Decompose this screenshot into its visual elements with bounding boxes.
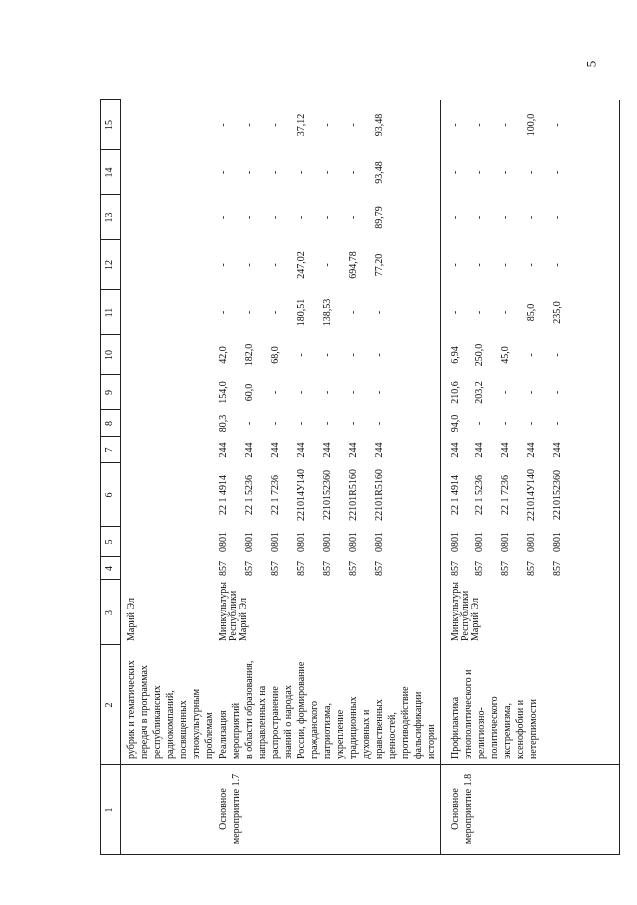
header-col-sep <box>100 149 121 150</box>
cell-c9: - <box>374 390 385 395</box>
measure-description-line: ценностей, <box>387 712 398 759</box>
cell-c10: - <box>348 353 359 357</box>
cell-c14: - <box>218 170 229 175</box>
cell-c12: 247,02 <box>296 251 307 279</box>
cell-c15: 37,12 <box>296 113 307 137</box>
table-left-rule <box>100 854 620 855</box>
cell-c14: - <box>500 170 511 175</box>
cell-c8: - <box>270 421 281 426</box>
measure-title-line: мероприятие 1.7 <box>231 773 242 845</box>
cell-c8: - <box>526 421 537 426</box>
cell-c12: - <box>500 263 511 267</box>
continuation-text-line: рубрик и тематических <box>126 660 137 759</box>
cell-c13: - <box>450 215 461 220</box>
measure-description-line: истории <box>426 724 437 759</box>
cell-c12: 77,20 <box>374 253 385 277</box>
cell-c5: 0801 <box>244 532 255 552</box>
block-separator <box>440 100 441 855</box>
cell-c5: 0801 <box>374 532 385 552</box>
cell-c9: 203,2 <box>474 381 485 404</box>
cell-c15: 93,48 <box>374 113 385 137</box>
header-col-sep <box>100 764 121 765</box>
cell-c10: - <box>526 353 537 357</box>
measure-description-line: Профилактика <box>450 696 461 759</box>
cell-c5: 0801 <box>450 532 461 552</box>
cell-c7: 244 <box>348 442 359 458</box>
header-bottom-rule <box>120 100 121 855</box>
cell-c11: - <box>450 310 461 315</box>
owner-line: Марий Эл <box>238 598 249 641</box>
cell-c11: 180,51 <box>296 298 307 327</box>
header-top-rule <box>100 100 101 855</box>
cell-c6: 22 1 5236 <box>244 475 255 515</box>
cell-c7: 244 <box>474 442 485 458</box>
cell-c13: - <box>296 215 307 220</box>
column-header-8: 8 <box>104 421 115 426</box>
continuation-owner: Марий Эл <box>126 598 137 641</box>
cell-c9: - <box>500 390 511 395</box>
header-col-sep <box>100 289 121 290</box>
cell-c8: - <box>348 421 359 426</box>
cell-c6: 22 1 7236 <box>500 475 511 515</box>
continuation-text-line: радиокомпаний, <box>165 690 176 759</box>
cell-c4: 857 <box>474 561 485 576</box>
cell-c5: 0801 <box>474 532 485 552</box>
column-header-14: 14 <box>104 167 115 178</box>
cell-c11: - <box>474 310 485 315</box>
cell-c12: - <box>244 263 255 267</box>
cell-c6: 2210152360 <box>322 470 333 520</box>
cell-c12: - <box>218 263 229 267</box>
cell-c6: 22 1 4914 <box>218 475 229 515</box>
header-col-sep <box>100 579 121 580</box>
cell-c11: - <box>500 310 511 315</box>
cell-c14: - <box>296 170 307 175</box>
cell-c15: - <box>450 123 461 127</box>
cell-c4: 857 <box>500 561 511 576</box>
cell-c13: - <box>526 215 537 220</box>
cell-c15: - <box>218 123 229 127</box>
cell-c15: - <box>244 123 255 127</box>
column-header-3: 3 <box>104 610 115 615</box>
measure-description-line: России, формирование <box>296 661 307 759</box>
column-header-15: 15 <box>104 120 115 130</box>
header-col-sep <box>100 374 121 375</box>
column-header-2: 2 <box>104 702 115 708</box>
measure-description-line: духовных и <box>361 709 372 759</box>
cell-c4: 857 <box>322 561 333 576</box>
continuation-text-line: посвященных <box>178 700 189 759</box>
cell-c15: - <box>322 123 333 127</box>
cell-c13: - <box>500 215 511 220</box>
column-header-5: 5 <box>104 539 115 545</box>
cell-c11: 85,0 <box>526 303 537 322</box>
measure-title-line: Основное <box>450 788 461 830</box>
cell-c4: 857 <box>348 561 359 576</box>
cell-c9: - <box>270 390 281 395</box>
cell-c10: 182,0 <box>244 343 255 367</box>
cell-c4: 857 <box>296 561 307 576</box>
budget-table <box>100 55 620 855</box>
cell-c7: 244 <box>552 442 563 458</box>
cell-c12: - <box>552 263 563 267</box>
cell-c4: 857 <box>374 561 385 576</box>
cell-c8: - <box>296 421 307 426</box>
cell-c14: - <box>322 170 333 175</box>
cell-c13: - <box>218 215 229 220</box>
cell-c10: 45,0 <box>500 346 511 364</box>
cell-c5: 0801 <box>322 532 333 552</box>
cell-c14: - <box>348 170 359 175</box>
header-col-sep <box>100 462 121 463</box>
column-header-13: 13 <box>104 212 115 223</box>
cell-c14: 93,48 <box>374 161 385 184</box>
cell-c4: 857 <box>244 561 255 576</box>
cell-c11: - <box>218 310 229 315</box>
cell-c5: 0801 <box>526 532 537 552</box>
cell-c4: 857 <box>270 561 281 576</box>
continuation-text-line: проблемам <box>204 712 215 759</box>
measure-description-line: гражданского <box>309 701 320 759</box>
measure-description-line: противодействие <box>400 686 411 759</box>
measure-description-line: патриотизма, <box>322 703 333 759</box>
cell-c5: 0801 <box>218 532 229 552</box>
cell-c7: 244 <box>374 442 385 458</box>
cell-c12: - <box>322 263 333 267</box>
page-number: 5 <box>583 60 599 68</box>
cell-c7: 244 <box>218 442 229 458</box>
cell-c4: 857 <box>218 561 229 576</box>
measure-title-line: мероприятие 1.8 <box>463 773 474 845</box>
cell-c6: 22 1 4914 <box>450 475 461 515</box>
owner-line: Республики <box>460 590 471 641</box>
cell-c4: 857 <box>526 561 537 576</box>
cell-c12: - <box>450 263 461 267</box>
cell-c14: - <box>526 170 537 175</box>
cell-c12: - <box>474 263 485 267</box>
cell-c7: 244 <box>450 442 461 458</box>
cell-c9: - <box>552 390 563 395</box>
cell-c15: 100,0 <box>526 113 537 137</box>
cell-c11: 138,53 <box>322 298 333 327</box>
header-col-sep <box>100 239 121 240</box>
cell-c14: - <box>270 170 281 175</box>
header-col-sep <box>100 194 121 195</box>
cell-c9: - <box>526 390 537 395</box>
measure-description-line: укрепление <box>335 709 346 759</box>
cell-c8: - <box>500 421 511 426</box>
cell-c6: 22 1 7236 <box>270 475 281 515</box>
cell-c10: 250,0 <box>474 343 485 367</box>
column-header-9: 9 <box>104 390 115 395</box>
cell-c8: - <box>552 421 563 426</box>
cell-c6: 2210152360 <box>552 470 563 520</box>
cell-c5: 0801 <box>552 532 563 552</box>
cell-c11: - <box>270 310 281 315</box>
cell-c6: 22101R5160 <box>348 469 359 521</box>
measure-description-line: знаний о народах <box>283 685 294 759</box>
cell-c5: 0801 <box>270 532 281 552</box>
cell-c8: - <box>244 421 255 426</box>
cell-c7: 244 <box>296 442 307 458</box>
table-bottom-rule <box>619 100 620 855</box>
cell-c9: - <box>296 390 307 395</box>
cell-c12: 694,78 <box>348 251 359 279</box>
cell-c8: - <box>474 421 485 426</box>
cell-c8: 94,0 <box>450 414 461 433</box>
cell-c13: 89,79 <box>374 206 385 229</box>
cell-c12: - <box>526 263 537 267</box>
measure-description-line: Реализация <box>218 710 229 759</box>
cell-c10: - <box>374 353 385 357</box>
cell-c10: - <box>296 353 307 357</box>
cell-c15: - <box>270 123 281 127</box>
cell-c11: - <box>244 310 255 315</box>
header-col-sep <box>100 409 121 410</box>
column-header-7: 7 <box>104 447 115 453</box>
cell-c9: - <box>348 390 359 395</box>
measure-description-line: распространение <box>270 686 281 759</box>
cell-c13: - <box>244 215 255 220</box>
cell-c10: 6,94 <box>450 346 461 364</box>
column-header-10: 10 <box>104 350 115 360</box>
header-col-sep <box>100 334 121 335</box>
cell-c15: - <box>552 123 563 127</box>
cell-c15: - <box>500 123 511 127</box>
column-header-6: 6 <box>104 492 115 498</box>
measure-description-line: ксенофобии и <box>515 699 526 759</box>
cell-c10: - <box>552 353 563 357</box>
cell-c14: - <box>244 170 255 175</box>
column-header-11: 11 <box>104 307 115 318</box>
cell-c6: 221014У140 <box>526 468 537 522</box>
header-col-sep <box>100 644 121 645</box>
measure-description-line: направленных на <box>257 685 268 759</box>
cell-c15: - <box>348 123 359 127</box>
cell-c14: - <box>450 170 461 175</box>
cell-c13: - <box>552 215 563 220</box>
cell-c7: 244 <box>322 442 333 458</box>
cell-c8: - <box>322 421 333 426</box>
header-col-sep <box>100 526 121 527</box>
cell-c10: 42,0 <box>218 346 229 364</box>
cell-c7: 244 <box>270 442 281 458</box>
cell-c9: 210,6 <box>450 381 461 404</box>
measure-title-line: Основное <box>218 788 229 830</box>
owner-line: Минкультуры <box>450 582 461 641</box>
owner-line: Республики <box>228 590 239 641</box>
header-col-sep <box>100 436 121 437</box>
measure-description-line: традиционных <box>348 696 359 759</box>
cell-c8: - <box>374 421 385 426</box>
cell-c13: - <box>348 215 359 220</box>
cell-c6: 221014У140 <box>296 468 307 522</box>
measure-description-line: фальсификации <box>413 691 424 759</box>
cell-c11: - <box>348 310 359 315</box>
col1-rule <box>121 764 620 765</box>
cell-c4: 857 <box>450 561 461 576</box>
cell-c10: 68,0 <box>270 346 281 364</box>
measure-description-line: нравственных <box>374 699 385 759</box>
measure-description-line: политического <box>489 696 500 759</box>
cell-c7: 244 <box>500 442 511 458</box>
cell-c7: 244 <box>526 442 537 458</box>
measure-description-line: этнополитического и <box>463 669 474 759</box>
cell-c5: 0801 <box>348 532 359 552</box>
cell-c9: 154,0 <box>218 381 229 404</box>
cell-c5: 0801 <box>296 532 307 552</box>
cell-c13: - <box>474 215 485 220</box>
cell-c5: 0801 <box>500 532 511 552</box>
cell-c6: 22101R5160 <box>374 469 385 521</box>
cell-c9: - <box>322 390 333 395</box>
cell-c9: 60,0 <box>244 383 255 402</box>
measure-description-line: экстремизма, <box>502 703 513 759</box>
column-header-4: 4 <box>104 566 115 571</box>
cell-c14: - <box>474 170 485 175</box>
cell-c13: - <box>322 215 333 220</box>
continuation-text-line: этнокультурным <box>191 688 202 759</box>
continuation-text-line: передач в программах <box>139 665 150 759</box>
cell-c6: 22 1 5236 <box>474 475 485 515</box>
header-col-sep <box>100 99 121 100</box>
cell-c7: 244 <box>244 442 255 458</box>
measure-description-line: религиозно- <box>476 707 487 759</box>
column-header-1: 1 <box>104 807 115 813</box>
measure-description-line: мероприятий <box>231 702 242 759</box>
cell-c12: - <box>270 263 281 267</box>
cell-c4: 857 <box>552 561 563 576</box>
cell-c11: 235,0 <box>552 301 563 324</box>
cell-c15: - <box>474 123 485 127</box>
measure-description-line: нетерпимости <box>528 698 539 759</box>
cell-c14: - <box>552 170 563 175</box>
cell-c10: - <box>322 353 333 357</box>
measure-description-line: в области образования, <box>244 660 255 759</box>
continuation-text-line: республиканских <box>152 685 163 759</box>
cell-c8: 80,3 <box>218 414 229 433</box>
cell-c13: - <box>270 215 281 220</box>
owner-line: Минкультуры <box>218 582 229 641</box>
header-col-sep <box>100 556 121 557</box>
cell-c11: - <box>374 310 385 315</box>
column-header-12: 12 <box>104 260 115 270</box>
owner-line: Марий Эл <box>470 598 481 641</box>
